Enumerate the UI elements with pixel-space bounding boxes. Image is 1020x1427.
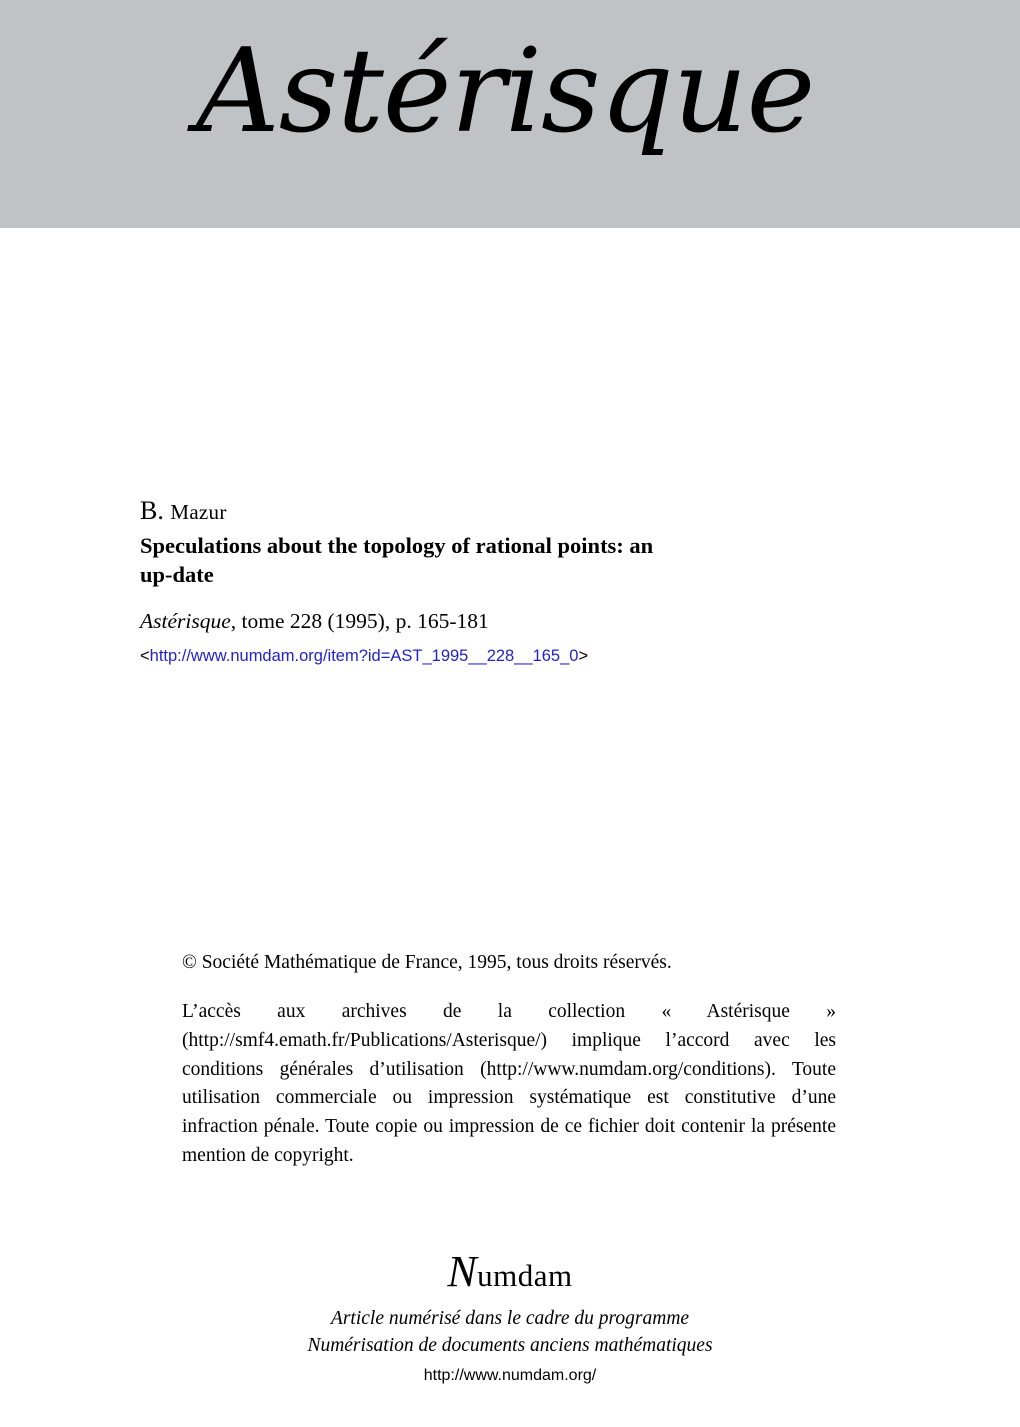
article-title: Speculations about the topology of rational points: an up-date bbox=[140, 533, 654, 587]
author-initial: B. bbox=[140, 496, 164, 525]
footer-block bbox=[0, 1248, 1020, 1389]
legal-block bbox=[182, 950, 836, 1170]
author-name bbox=[140, 495, 900, 526]
numdam-logo bbox=[0, 1248, 1020, 1296]
url-close-bracket: > bbox=[578, 646, 589, 665]
author-surname: Mazur bbox=[170, 500, 227, 524]
article-url-line bbox=[140, 646, 900, 667]
article-url-link[interactable]: http://www.numdam.org/item?id=AST_1995__228__165_0 bbox=[149, 646, 579, 665]
numdam-logo-initial: N bbox=[447, 1247, 478, 1296]
journal-wordmark: Astérisque bbox=[196, 24, 815, 159]
footer-program-line-1: Article numérisé dans le cadre du programme bbox=[330, 1308, 690, 1330]
url-open-bracket: < bbox=[140, 646, 150, 665]
journal-title: Astérisque bbox=[140, 608, 231, 633]
copyright-notice: © Société Mathématique de France, 1995, tous droits réservés. bbox=[182, 952, 672, 973]
footer-url: http://www.numdam.org/ bbox=[423, 1367, 597, 1385]
footer-program-line-2: Numérisation de documents anciens mathématiques bbox=[307, 1334, 713, 1356]
usage-conditions-notice: L’accès aux archives de la collection « Astérisque » (http://smf4.emath.fr/Publications/Asterisque/) implique l’accord avec les conditions générales d’utilisation (http://www.numdam.org/conditions). Toute utilisation commerciale ou impression systématique est constitutive d’une infraction pénale. Toute copie ou impression de ce fichier doit contenir la présente mention de copyright. bbox=[182, 1001, 836, 1166]
numdam-logo-rest: umdam bbox=[477, 1258, 573, 1293]
masthead-banner bbox=[0, 0, 1020, 228]
citation-block bbox=[140, 495, 900, 667]
journal-reference bbox=[140, 608, 900, 636]
journal-volume-pages: , tome 228 (1995), p. 165-181 bbox=[230, 608, 489, 633]
